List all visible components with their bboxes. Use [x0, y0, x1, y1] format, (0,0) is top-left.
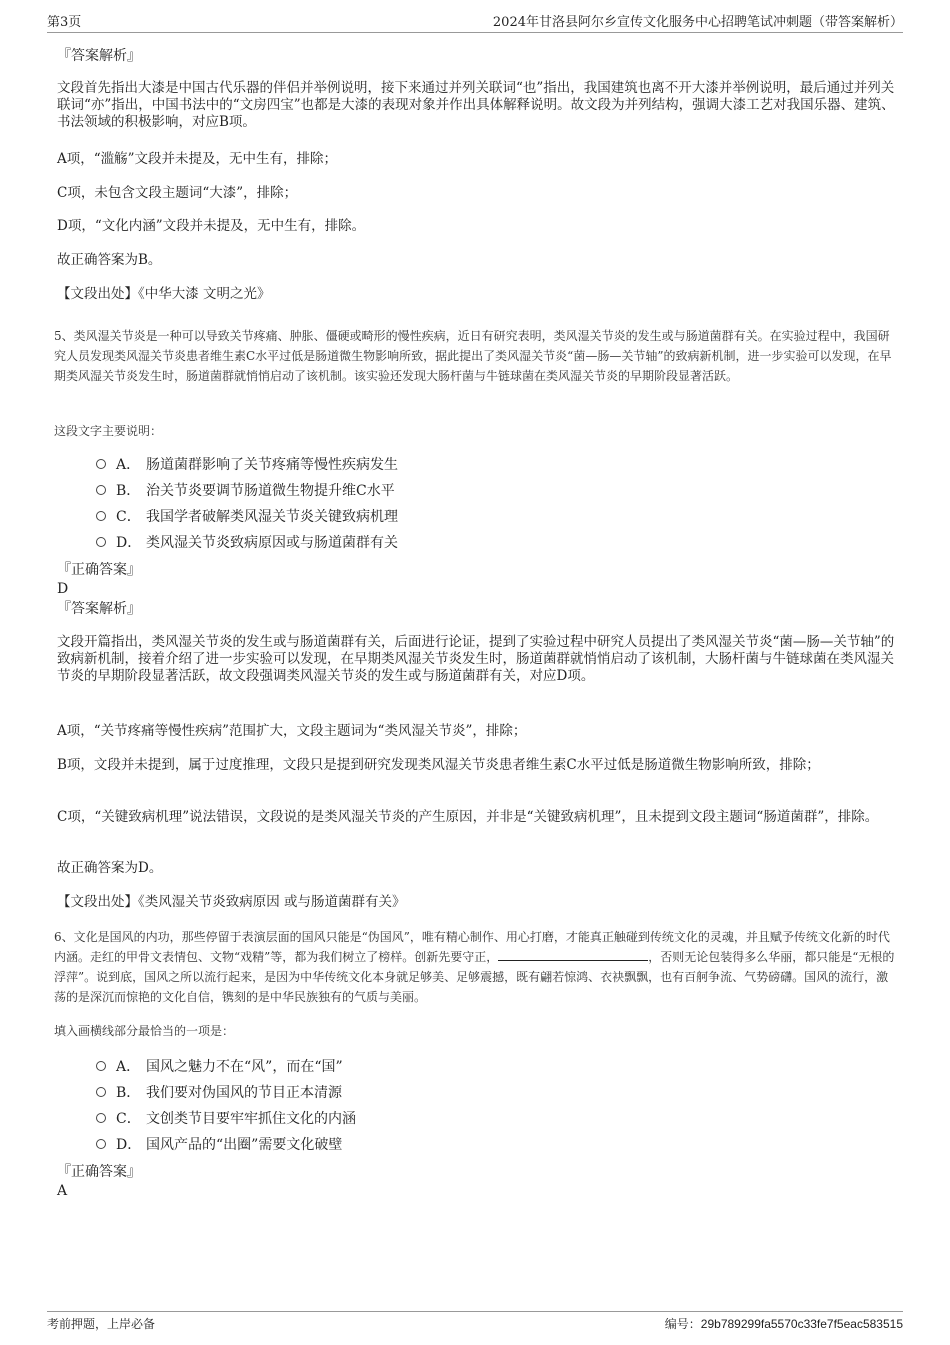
page-number: 第3页: [47, 15, 82, 30]
q5-option-b-analysis: B项，文段并未提到，属于过度推理，文段只是提到研究发现类风湿关节炎患者维生素C水平过低是肠道微生物影响所致，排除；: [57, 757, 820, 773]
q5-analysis-label: 『答案解析』: [57, 601, 141, 617]
q6-fill-blank: [498, 948, 648, 961]
q5-conclusion: 故正确答案为D。: [57, 860, 163, 876]
radio-icon[interactable]: [96, 1139, 106, 1149]
q6-stem: [54, 927, 899, 1007]
page-header: [47, 14, 903, 33]
q5-option-key: B．: [116, 483, 141, 499]
radio-icon[interactable]: [96, 511, 106, 521]
q5-option-a[interactable]: [96, 456, 398, 474]
q5-option-text: 肠道菌群影响了关节疼痛等慢性疾病发生: [146, 457, 398, 473]
q4-source: 【文段出处】《中华大漆 文明之光》: [57, 286, 271, 302]
q5-option-text: 类风湿关节炎致病原因或与肠道菌群有关: [146, 535, 398, 551]
code-label: 编号：: [664, 1317, 701, 1331]
q6-prompt: 填入画横线部分最恰当的一项是：: [54, 1024, 235, 1038]
radio-icon[interactable]: [96, 459, 106, 469]
q4-option-c-analysis: C项，未包含文段主题词“大漆”，排除；: [57, 185, 298, 201]
q6-option-d[interactable]: [96, 1136, 342, 1154]
q6-option-key: A．: [116, 1059, 141, 1075]
q6-answer: A: [57, 1183, 68, 1199]
q6-stem-before: 6、文化是国风的内功，那些停留于表演层面的国风只能是“伪国风”，唯有精心制作、用心打磨，才能真正触碰到传统文化的灵魂，并且赋予传统文化新的时代内涵。走红的甲骨文表情包、文物“戏精”等，都为我们树立了榜样。创新先要守正，: [54, 930, 890, 964]
radio-icon[interactable]: [96, 537, 106, 547]
radio-icon[interactable]: [96, 485, 106, 495]
q6-option-text: 国风之魅力不在“风”，而在“国”: [146, 1059, 343, 1075]
document-code: [665, 1314, 903, 1334]
radio-icon[interactable]: [96, 1087, 106, 1097]
q5-option-d[interactable]: [96, 534, 398, 552]
q5-option-key: A．: [116, 457, 141, 473]
q4-analysis-label: 『答案解析』: [57, 48, 141, 64]
q5-option-text: 治关节炎要调节肠道微生物提升维C水平: [146, 483, 395, 499]
q6-answer-label: 『正确答案』: [57, 1164, 141, 1180]
q5-stem: 5、类风湿关节炎是一种可以导致关节疼痛、肿胀、僵硬或畸形的慢性疾病，近日有研究表明，类风湿关节炎的发生或与肠道菌群有关。在实验过程中，我国研究人员发现类风湿关节炎患者维生素C水平过低是肠道微生物影响所致，据此提出了类风湿关节炎“菌—肠—关节轴”的致病新机制，进一步实验可以发现，在早期类风湿关节炎发生时，肠道菌群就悄悄启动了该机制。该实验还发现大肠杆菌与牛链球菌在类风湿关节炎的早期阶段显著活跃。: [54, 329, 892, 383]
q5-option-key: D．: [116, 535, 142, 551]
q4-option-a-analysis: A项，“滥觞”文段并未提及，无中生有，排除；: [57, 151, 338, 167]
radio-icon[interactable]: [96, 1113, 106, 1123]
footer-slogan: 考前押题，上岸必备: [47, 1317, 156, 1331]
q5-option-text: 我国学者破解类风湿关节炎关键致病机理: [146, 509, 398, 525]
q5-option-c[interactable]: [96, 508, 398, 526]
q5-prompt: 这段文字主要说明：: [54, 424, 163, 438]
q6-option-text: 国风产品的“出圈”需要文化破壁: [146, 1137, 343, 1153]
q6-option-key: C．: [116, 1111, 141, 1127]
q5-option-key: C．: [116, 509, 141, 525]
document-title: 2024年甘洛县阿尔乡宣传文化服务中心招聘笔试冲刺题（带答案解析）: [492, 15, 903, 30]
q6-stem-after: ，否则无论包装得多么华丽，都只能是“无根的浮萍”。说到底，国风之所以流行起来，是因为中华传统文化本身就足够美、足够震撼，既有翩若惊鸿、衣袂飘飘，也有百舸争流、气势磅礴。国风的流行，激荡的是深沉而惊艳的文化自信，镌刻的是中华民族独有的气质与美丽。: [54, 950, 895, 1004]
q5-answer-label: 『正确答案』: [57, 562, 141, 578]
q6-option-c[interactable]: [96, 1110, 356, 1128]
q5-option-c-analysis: C项，“关键致病机理”说法错误，文段说的是类风湿关节炎的产生原因，并非是“关键致病机理”，且未提到文段主题词“肠道菌群”，排除。: [57, 809, 879, 825]
q4-option-d-analysis: D项，“文化内涵”文段并未提及，无中生有，排除。: [57, 218, 366, 234]
q6-option-text: 文创类节目要牢牢抓住文化的内涵: [146, 1111, 356, 1127]
q6-option-text: 我们要对伪国风的节目正本清源: [146, 1085, 342, 1101]
q5-source: 【文段出处】《类风湿关节炎致病原因 或与肠道菌群有关》: [57, 894, 406, 910]
q4-analysis-text: 文段首先指出大漆是中国古代乐器的伴侣并举例说明，接下来通过并列关联词“也”指出，我国建筑也离不开大漆并举例说明，最后通过并列关联词“亦”指出，中国书法中的“文房四宝”也都是大漆的表现对象并作出具体解释说明。故文段为并列结构，强调大漆工艺对我国乐器、建筑、书法领域的积极影响，对应B项。: [57, 80, 895, 130]
page-footer: [47, 1311, 903, 1334]
q5-analysis-text: 文段开篇指出，类风湿关节炎的发生或与肠道菌群有关，后面进行论证，提到了实验过程中研究人员提出了类风湿关节炎“菌—肠—关节轴”的致病新机制，接着介绍了进一步实验可以发现，在早期类风湿关节炎发生时，肠道菌群就悄悄启动了该机制，大肠杆菌与牛链球菌在类风湿关节炎的早期阶段显著活跃，故文段强调类风湿关节炎的发生或与肠道菌群有关，对应D项。: [57, 634, 895, 684]
q5-answer: D: [57, 581, 69, 597]
q4-conclusion: 故正确答案为B。: [57, 252, 162, 268]
q6-option-key: D．: [116, 1137, 142, 1153]
radio-icon[interactable]: [96, 1061, 106, 1071]
q5-option-b[interactable]: [96, 482, 395, 500]
q6-option-b[interactable]: [96, 1084, 342, 1102]
q6-option-a[interactable]: [96, 1058, 343, 1076]
q6-option-key: B．: [116, 1085, 141, 1101]
q5-option-a-analysis: A项，“关节疼痛等慢性疾病”范围扩大，文段主题词为“类风湿关节炎”，排除；: [57, 723, 527, 739]
code-value: 29b789299fa5570c33fe7f5eac583515: [700, 1317, 903, 1331]
